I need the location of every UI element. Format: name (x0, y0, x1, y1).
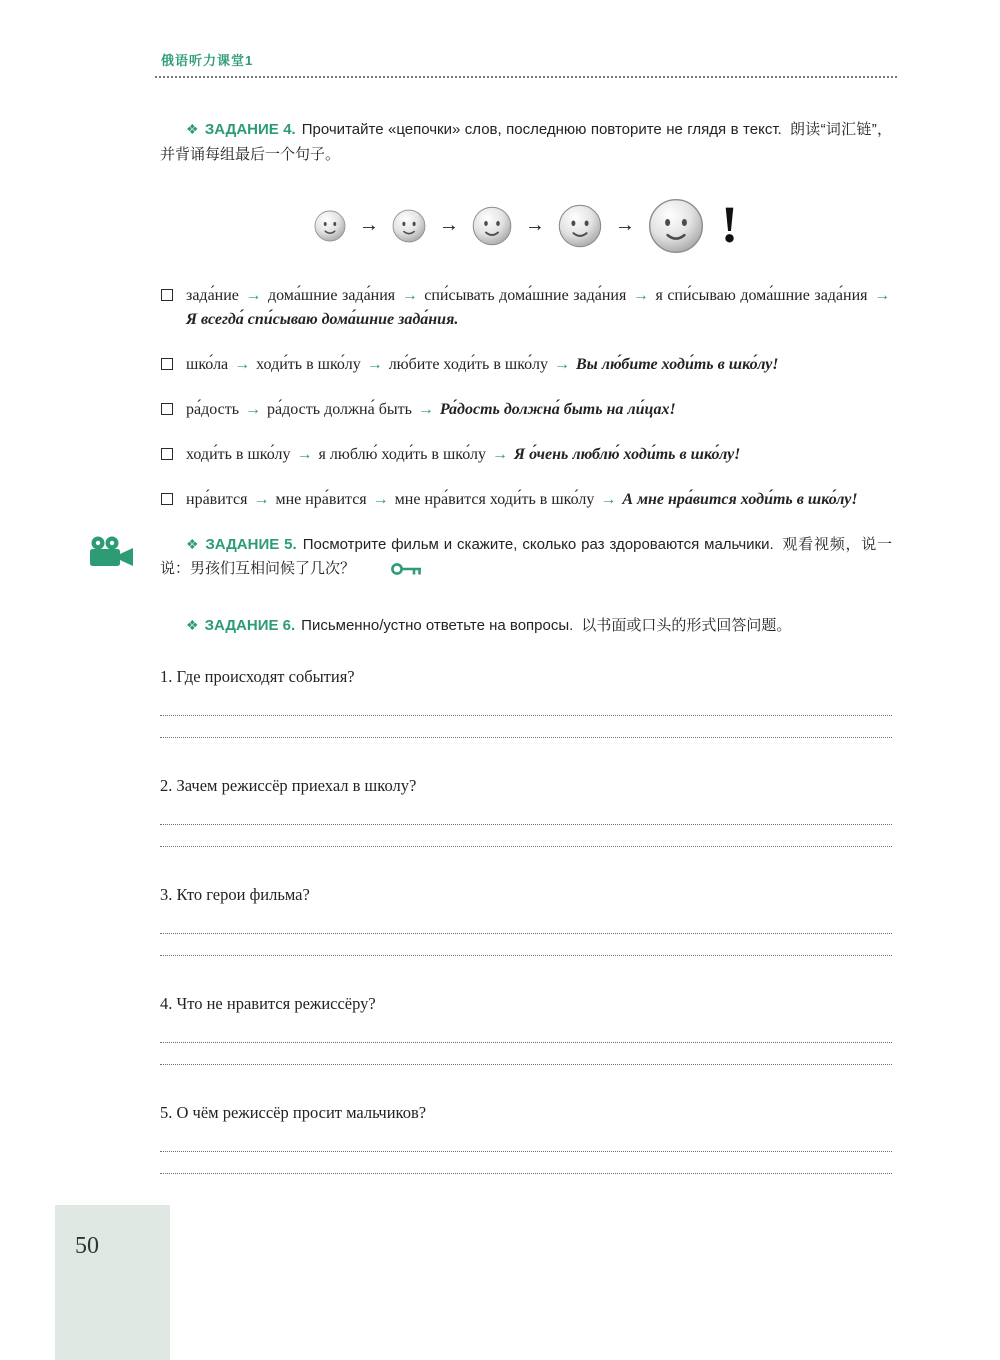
arrow-icon: → (230, 355, 255, 373)
arrow-icon: → (249, 490, 274, 508)
answer-line (160, 1152, 892, 1174)
arrow-icon: → (241, 400, 266, 418)
smiley-icon (648, 198, 704, 254)
chain-word: зада́ние (186, 286, 239, 304)
chain-word: я спи́сываю дома́шние зада́ния (655, 286, 868, 304)
page-number: 50 (75, 1233, 99, 1259)
answer-line (160, 934, 892, 956)
task-6 (160, 614, 892, 639)
key-icon (365, 561, 423, 586)
question-text: 3. Кто герои фильма? (160, 884, 310, 904)
answer-line (160, 803, 892, 825)
video-camera-icon (86, 535, 136, 576)
arrow-icon: → (438, 214, 459, 236)
chain-final-sentence: Я всегда́ спи́сываю дома́шние зада́ния. (186, 310, 459, 328)
question-text: 5. О чём режиссёр просит мальчиков? (160, 1103, 427, 1123)
smiley-row (160, 194, 892, 258)
arrow-icon: → (614, 214, 635, 236)
chain-item (160, 353, 892, 377)
arrow-icon: → (362, 355, 387, 373)
question-block (160, 1101, 892, 1174)
arrow-icon: → (358, 214, 379, 236)
arrow-icon: → (488, 445, 513, 463)
task-5 (160, 533, 892, 587)
header-divider (155, 76, 897, 78)
task6-instruction-zh: 以书面或口头的形式回答问题。 (581, 617, 792, 634)
chain-word: дома́шние зада́ния (267, 286, 396, 304)
chain-word: лю́бите ходи́ть в шко́лу (388, 355, 548, 373)
arrow-icon: → (413, 400, 438, 418)
answer-line (160, 694, 892, 716)
chain-word: ходи́ть в шко́лу (186, 445, 291, 463)
book-title: 俄语听力课堂1 (161, 53, 254, 68)
question-text: 2. Зачем режиссёр приехал в школу? (160, 775, 417, 795)
task4-instruction-ru: Прочитайте «цепочки» слов, последнюю повторите не глядя в текст. (301, 121, 782, 138)
checkbox-icon (161, 289, 173, 301)
task6-label: ЗАДАНИЕ 6. (204, 617, 296, 634)
answer-line (160, 1043, 892, 1065)
chain-final-sentence: Я о́чень люблю́ ходи́ть в шко́лу! (514, 445, 741, 463)
chain-final-sentence: Ра́дость должна́ быть на ли́цах! (439, 400, 676, 418)
checkbox-icon (161, 358, 173, 370)
answer-line (160, 716, 892, 738)
task6-heading (160, 614, 892, 639)
task6-instruction-ru: Письменно/устно ответьте на вопросы. (301, 617, 574, 634)
task4-instruction-zh: 朗读“词汇链”，并背诵每组最后一个句子。 (160, 121, 892, 163)
task5-label: ЗАДАНИЕ 5. (205, 535, 297, 553)
smiley-icon (314, 210, 346, 242)
chain-word: ходи́ть в шко́лу (256, 355, 361, 373)
arrow-icon: → (368, 490, 393, 508)
chain-list (160, 284, 892, 512)
question-list (160, 665, 892, 1174)
chain-word: мне нра́вится (275, 490, 367, 508)
answer-line (160, 1130, 892, 1152)
diamond-icon: ❖ (186, 535, 200, 552)
chain-word: шко́ла (186, 355, 229, 373)
question-block (160, 883, 892, 956)
chain-final-sentence: А мне нра́вится ходи́ть в шко́лу! (622, 490, 858, 508)
question-block (160, 992, 892, 1065)
arrow-icon: → (596, 490, 621, 508)
diamond-icon: ❖ (186, 121, 199, 137)
task5-instruction-ru: Посмотрите фильм и скажите, сколько раз здороваются мальчики. (302, 535, 774, 553)
arrow-icon: → (292, 445, 317, 463)
answer-line (160, 912, 892, 934)
smiley-icon (472, 206, 512, 246)
chain-word: я люблю́ ходи́ть в шко́лу (318, 445, 487, 463)
arrow-icon: → (524, 214, 545, 236)
chain-item (160, 443, 892, 467)
task4-label: ЗАДАНИЕ 4. (204, 121, 296, 138)
chain-word: ра́дость (186, 400, 240, 418)
task5-heading (160, 533, 892, 587)
page-number-band (55, 1205, 170, 1360)
diamond-icon: ❖ (186, 617, 199, 633)
smiley-icon (392, 209, 426, 243)
chain-final-sentence: Вы лю́бите ходи́ть в шко́лу! (575, 355, 779, 373)
chain-item (160, 284, 892, 332)
checkbox-icon (161, 448, 173, 460)
chain-word: ра́дость должна́ быть (267, 400, 412, 418)
answer-line (160, 1021, 892, 1043)
task5-instruction-zh: 观看视频，说一说：男孩们互相问候了几次？ (160, 535, 892, 578)
exclamation-mark: ! (720, 196, 739, 254)
question-block (160, 665, 892, 738)
chain-item (160, 488, 892, 512)
chain-word: нра́вится (186, 490, 248, 508)
arrow-icon: → (397, 286, 423, 304)
smiley-icon (558, 204, 602, 248)
checkbox-icon (161, 403, 173, 415)
arrow-icon: → (240, 286, 266, 304)
chain-word: спи́сывать дома́шние зада́ния (424, 286, 627, 304)
chain-word: мне нра́вится ходи́ть в шко́лу (394, 490, 595, 508)
page-content (160, 118, 892, 1210)
question-text: 4. Что не нравится режиссёру? (160, 994, 376, 1014)
chain-item (160, 398, 892, 422)
question-block (160, 774, 892, 847)
arrow-icon: → (869, 286, 891, 304)
arrow-icon: → (549, 355, 574, 373)
question-text: 1. Где происходят события? (160, 666, 355, 686)
checkbox-icon (161, 493, 173, 505)
task4-heading (160, 118, 892, 168)
arrow-icon: → (628, 286, 654, 304)
answer-line (160, 825, 892, 847)
task-4 (160, 118, 892, 168)
